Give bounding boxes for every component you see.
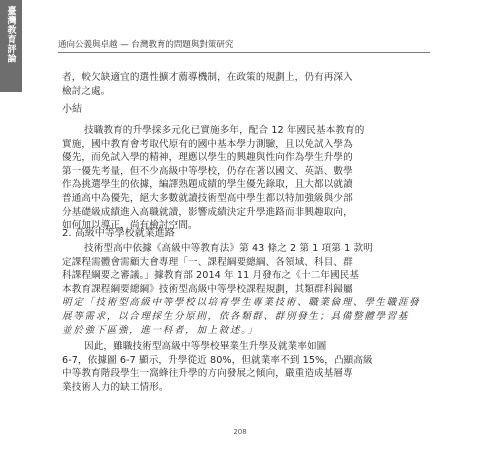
text-line: 如何加以導正，尚有檢討空間。 bbox=[62, 220, 198, 232]
text-line: 檢討之處。 bbox=[62, 85, 111, 97]
quoted-line: 展等需求，以合理採生分原則，依各類群、群別發生；具備整體學習基 bbox=[62, 310, 410, 322]
text-line: 技術型高中依據《高級中等教育法》第 43 條之 2 第 1 項第 1 款明 bbox=[84, 243, 373, 254]
chapter-side-tab bbox=[0, 0, 22, 92]
text-line: 優先，而免試入學的精神，理應以學生的興趣與性向作為學生升學的 bbox=[62, 152, 353, 164]
text-line: 業技術人力的缺工情形。 bbox=[62, 381, 169, 393]
text-line: 分基礎級成績進入高職就讀，影響成績決定升學進路而非興趣取向， bbox=[62, 206, 353, 218]
running-head: 通向公義與卓越 — 台灣教育的問題與對策研究 bbox=[58, 40, 234, 50]
paragraph-curriculum bbox=[62, 242, 426, 337]
text-line: 中等教育階段學生一窩蜂往升學的方向發展之傾向，嚴重造成基層專 bbox=[62, 368, 353, 380]
text-line: 實施，國中教育會考取代原有的國中基本學力測驗，且以免試入學為 bbox=[62, 138, 353, 150]
text-line: 技職教育的升學採多元化已實施多年，配合 12 年國民基本教育的 bbox=[84, 125, 365, 136]
quoted-line: 明定「技術型高級中等學校以培育學生專業技術、職業倫理、學生職涯發 bbox=[62, 297, 421, 309]
text-line: 作為挑選學生的依據，編譯熟題成績的學生優先錄取，且大都以就讀 bbox=[62, 179, 353, 191]
page-number: 208 bbox=[233, 428, 247, 436]
text-line: 科課程綱要之審議。」據教育部 2014 年 11 月發布之《十二年國民基 bbox=[62, 270, 360, 282]
section-heading-summary: 小結 bbox=[62, 104, 82, 115]
header-rule bbox=[58, 52, 430, 53]
paragraph-summary bbox=[62, 124, 426, 233]
text-line: 6-7，依據圖 6-7 顯示，升學從近 80%，但就業率不到 15%，凸顯高級 bbox=[62, 354, 373, 366]
side-tab-label: 臺灣教育評論 bbox=[5, 6, 16, 63]
text-line: 普通高中為優先，絕大多數就讀技術型高中學生都以特加強級與少部 bbox=[62, 192, 353, 204]
text-line: 第一優先考量，但不少高級中等學校，仍存在著以國文、英語、數學 bbox=[62, 165, 353, 177]
text-line: 因此，雖職技術型高級中等學校畢業生升學及就業率如圖 bbox=[84, 341, 327, 352]
text-line: 者，較欠缺適宜的選性擴才薦導機制，在政策的規劃上，仍有再深入 bbox=[62, 72, 353, 83]
paragraph-employment-rate bbox=[62, 340, 426, 394]
text-line: 定課程需體會需顧大會專理「一、課程綱要總綱、各領域、科目、群 bbox=[62, 256, 353, 268]
text-line: 本教育課程綱要總綱》技術型高級中等學校課程規劃，其類群科歸屬 bbox=[62, 283, 353, 295]
paragraph-continued bbox=[62, 71, 426, 98]
section-heading-employment: 2. 高級中等學校就業進路 bbox=[62, 228, 175, 239]
quoted-line: 並於強下區強，進一科者，加上敘述。」 bbox=[62, 324, 259, 336]
